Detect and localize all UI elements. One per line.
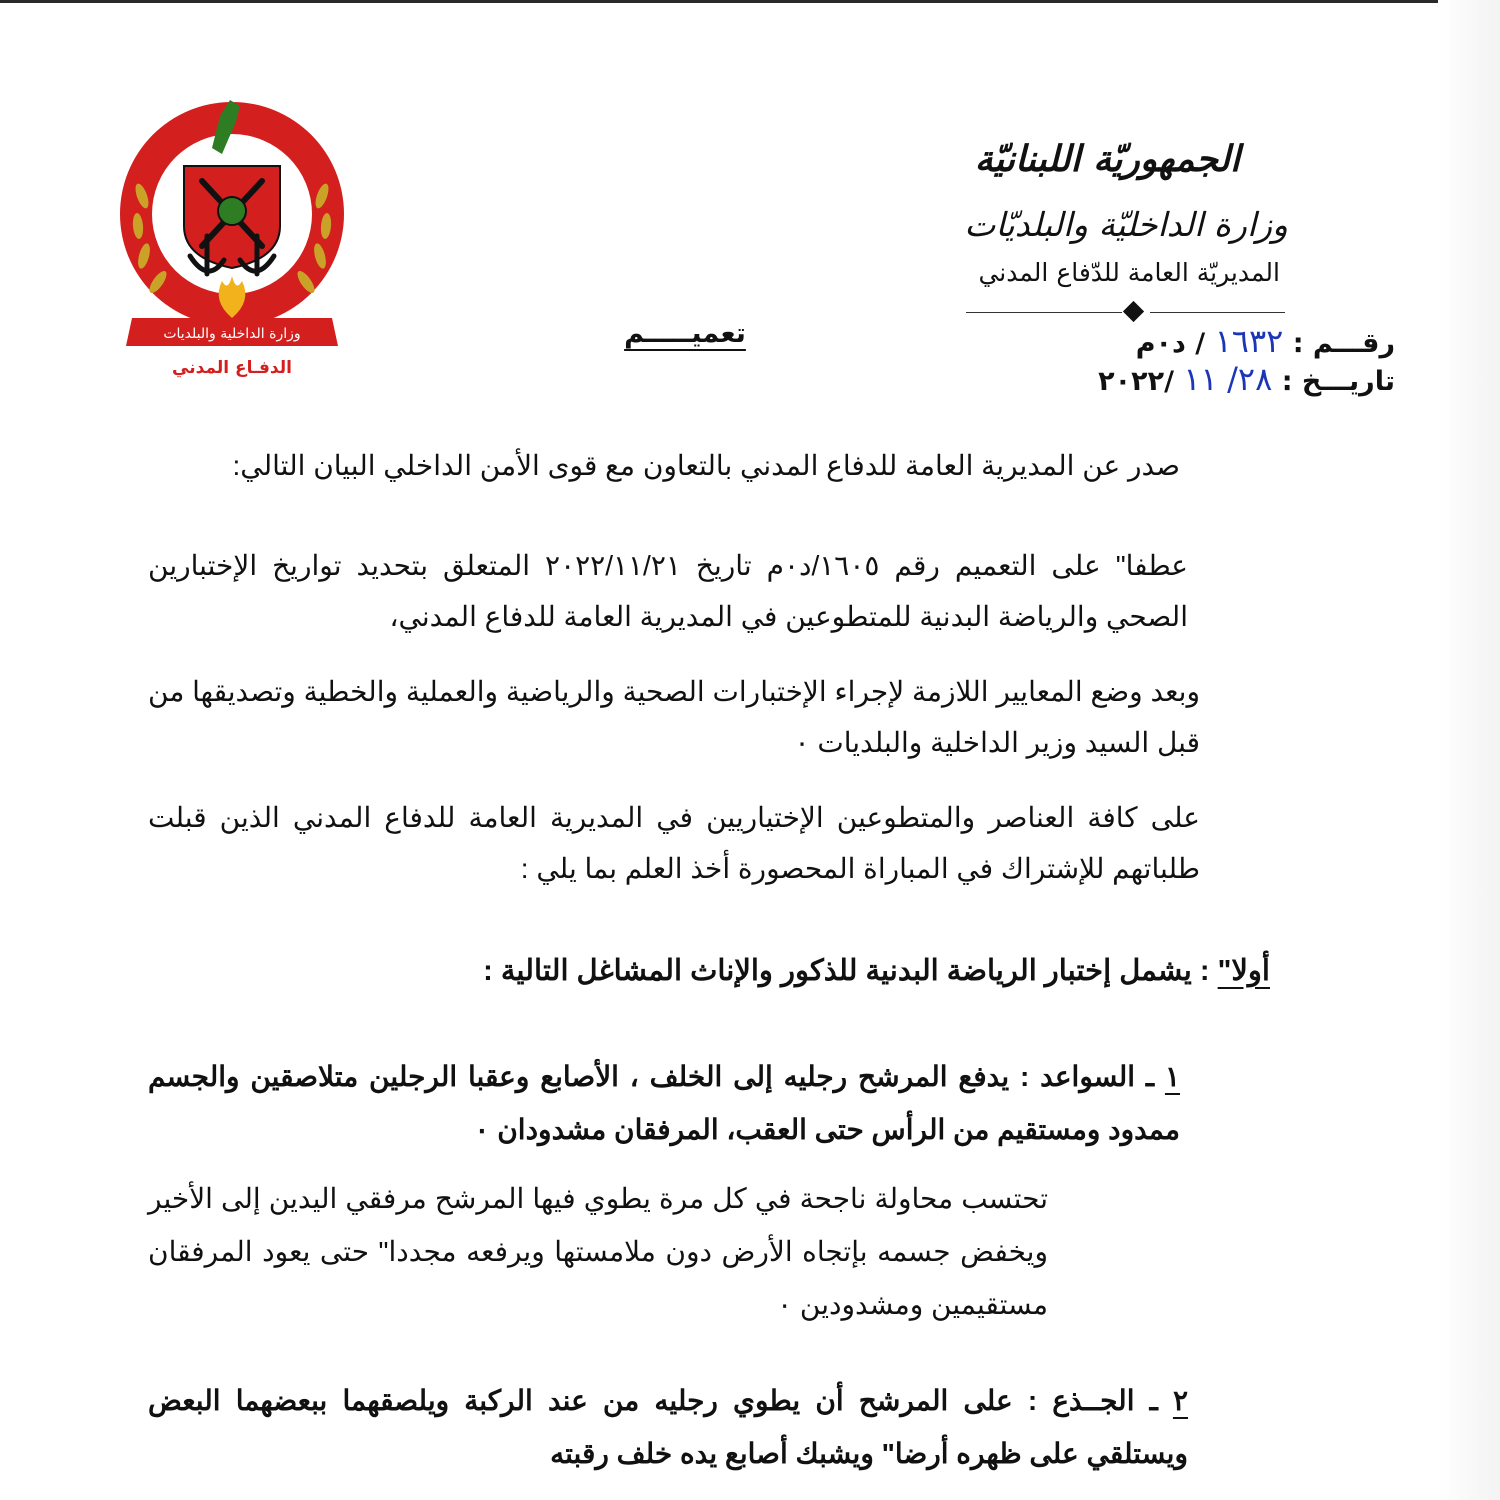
directorate-heading: المديريّة العامة للدّفاع المدني [978,258,1280,287]
item-number: ١ [1164,1061,1180,1092]
civil-defense-logo [112,96,352,386]
diamond-ornament-icon [1123,301,1144,322]
item-pushups [148,1050,1180,1156]
logo-bottom-text: الدفـاع المدني [172,358,292,378]
reference-date-year: /٢٠٢٢ [1098,366,1174,397]
letterhead-divider [966,312,1122,313]
document-title: تعميـــــم [624,318,746,349]
item-text: ـ الجــذع : على المرشح أن يطوي رجليه من عند الركبة ويلصقهما ببعضهما البعض ويستلقي على ظهره أرضا" ويشبك أصابع يده خلف رقبته [148,1385,1188,1469]
reference-number-label: رقـــم : [1292,328,1395,359]
letterhead-divider [1150,312,1285,313]
pushup-scoring-note: تحتسب محاولة ناجحة في كل مرة يطوي فيها المرشح مرفقي اليدين إلى الأخير ويخفض جسمه بإتجاه الأرض دون ملامستها ويرفعه مجددا" حتى يعود المرفقان مستقيمين ومشدودين ٠ [148,1183,1048,1320]
intro-paragraph: صدر عن المديرية العامة للدفاع المدني بالتعاون مع قوى الأمن الداخلي البيان التالي: [232,450,1180,481]
ministry-heading: وزارة الداخليّة والبلديّات [964,205,1288,244]
scan-edge [0,0,1500,3]
item-number: ٢ [1172,1385,1188,1416]
reference-number-value: ١٦٣٢ [1214,322,1284,360]
members-paragraph: على كافة العناصر والمتطوعين الإختياريين في المديرية العامة للدفاع المدني الذين قبلت طلباتهم للإشتراك في المباراة المحصورة أخذ العلم بما يلي : [148,802,1200,884]
section-first-label: أولا" [1217,955,1270,987]
cedar-icon [218,197,246,225]
item-situps [148,1374,1188,1480]
reference-date-label: تاريـــخ : [1281,366,1395,397]
section-heading-first [380,946,1270,997]
republic-heading: الجمهوريّة اللبنانيّة [974,138,1240,180]
section-first-text: : يشمل إختبار الرياضة البدنية للذكور والإناث المشاغل التالية : [483,955,1218,987]
reference-date-line [1090,360,1395,398]
reference-date-month: ١١ [1183,360,1218,398]
scan-shadow [1438,0,1500,1500]
item-text: ـ السواعد : يدفع المرشح رجليه إلى الخلف ، الأصابع وعقبا الرجلين متلاصقين والجسم ممدود ومستقيم من الرأس حتى العقب، المرفقان مشدودان ٠ [148,1061,1180,1145]
logo-ribbon-text: وزارة الداخلية والبلديات [163,326,301,342]
reference-paragraph: عطفا" على التعميم رقم ١٦٠٥/د٠م تاريخ ٢٠٢٢/١١/٢١ المتعلق بتحديد تواريخ الإختبارين الصحي والرياضة البدنية للمتطوعين في المديرية العامة للدفاع المدني، [148,550,1189,632]
reference-number-suffix: / د٠م [1135,328,1206,359]
reference-date-day: ٢٨/ [1227,360,1273,398]
criteria-paragraph: وبعد وضع المعايير اللازمة لإجراء الإختبارات الصحية والرياضية والعملية والخطية وتصديقها من قبل السيد وزير الداخلية والبلديات ٠ [148,676,1200,758]
reference-number-line [1120,322,1395,360]
